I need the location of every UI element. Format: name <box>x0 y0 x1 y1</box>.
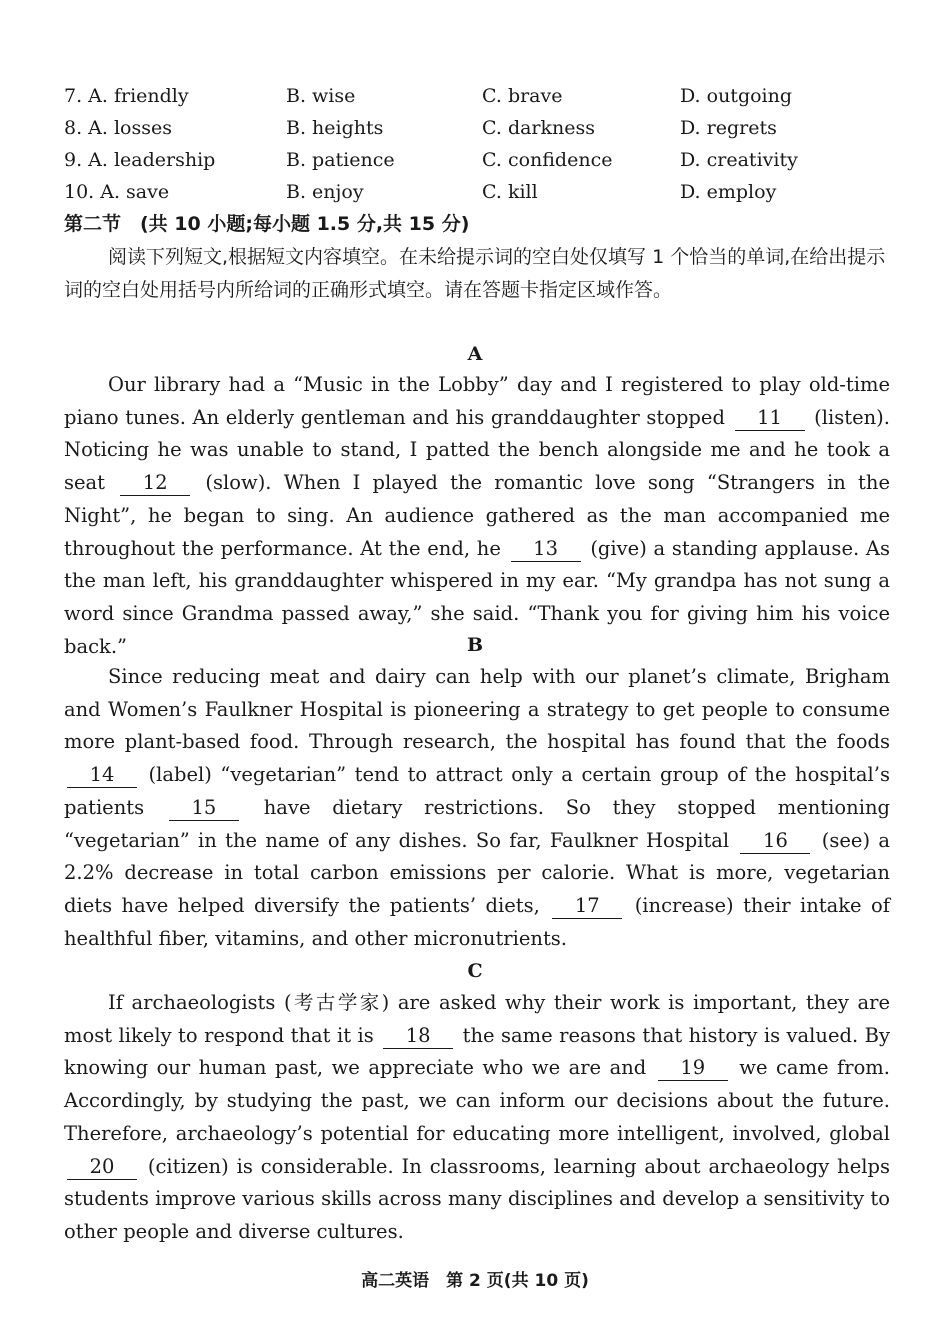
passage-b-text-1: Since reducing meat and dairy can help with our planet’s climate, Brigham and Women’s Faulkner Hospital is pioneering a strategy to get people to consume more plant-based food. Through research, the hospital has found that the foods <box>64 665 890 754</box>
passage-b-text-2: (label) “vegetarian” tend to attract only a certain group of the hospital’s patients <box>64 763 890 819</box>
option-7b: B. wise <box>286 85 356 107</box>
option-7c: C. brave <box>482 85 563 107</box>
passage-c-text-1: If archaeologists (考古学家) are asked why their work is important, they are most likely to respond that it is <box>64 991 890 1047</box>
passage-b-label: B <box>466 634 484 656</box>
passage-a-text-4: (give) a standing applause. As the man left, his granddaughter whispered in my ear. “My grandpa has not sung a word since Grandma passed away,” she said. “Thank you for giving him his voice back.” <box>64 536 890 658</box>
passage-b-text-4: (see) a 2.2% decrease in total carbon emissions per calorie. What is more, vegetarian diets have helped diversify the patients’ diets, <box>64 828 890 917</box>
passage-b-text-5: (increase) their intake of healthful fiber, vitamins, and other micronutrients. <box>64 893 890 950</box>
passage-a-text-1: Our library had a “Music in the Lobby” day and I registered to play old-time piano tunes. An elderly gentleman and his granddaughter stopped <box>64 373 890 429</box>
blank-11[interactable]: 11 <box>735 406 805 431</box>
option-8c: C. darkness <box>482 117 596 139</box>
passage-c-text-3: we came from. Accordingly, by studying the past, we can inform our decisions about the future. Therefore, archaeology’s potential for educating more intelligent, involved, global <box>64 1056 891 1145</box>
passage-c <box>64 987 890 1249</box>
blank-19[interactable]: 19 <box>658 1056 728 1081</box>
passage-b-text-3: have dietary restrictions. So they stopped mentioning “vegetarian” in the name of any dishes. So far, Faulkner Hospital <box>64 795 890 852</box>
option-9d: D. creativity <box>680 149 798 171</box>
section-title: 第二节 (共 10 小题;每小题 1.5 分,共 15 分) <box>64 213 470 235</box>
page-footer: 高二英语 第 2 页(共 10 页) <box>361 1271 589 1291</box>
passage-a-label: A <box>467 343 483 365</box>
option-9b: B. patience <box>286 149 395 171</box>
option-7a: 7. A. friendly <box>64 85 189 107</box>
option-10c: C. kill <box>482 181 538 203</box>
option-10a: 10. A. save <box>64 181 170 203</box>
blank-20[interactable]: 20 <box>67 1155 137 1180</box>
blank-16[interactable]: 16 <box>740 829 810 854</box>
option-7d: D. outgoing <box>680 85 793 107</box>
blank-14[interactable]: 14 <box>67 763 137 788</box>
passage-c-label: C <box>467 960 483 982</box>
option-9a: 9. A. leadership <box>64 149 216 171</box>
section-instructions: 阅读下列短文,根据短文内容填空。在未给提示词的空白处仅填写 1 个恰当的单词,在给出提示词的空白处用括号内所给词的正确形式填空。请在答题卡指定区域作答。 <box>64 246 886 301</box>
option-10b: B. enjoy <box>286 181 364 203</box>
option-8b: B. heights <box>286 117 384 139</box>
option-row-8 <box>64 113 894 143</box>
blank-15[interactable]: 15 <box>169 796 239 821</box>
blank-13[interactable]: 13 <box>511 537 581 562</box>
option-row-10 <box>64 177 894 207</box>
option-row-9 <box>64 145 894 175</box>
passage-a <box>64 369 890 663</box>
option-8a: 8. A. losses <box>64 117 172 139</box>
option-8d: D. regrets <box>680 117 777 139</box>
option-10d: D. employ <box>680 181 777 203</box>
blank-18[interactable]: 18 <box>383 1024 453 1049</box>
passage-a-text-3: (slow). When I played the romantic love song “Strangers in the Night”, he began to sing. An audience gathered as the man accompanied me throughout the performance. At the end, he <box>64 471 890 560</box>
passage-a-text-2: (listen). Noticing he was unable to stand, I patted the bench alongside me and he took a seat <box>64 405 890 495</box>
blank-17[interactable]: 17 <box>552 894 622 919</box>
blank-12[interactable]: 12 <box>120 471 190 496</box>
passage-b <box>64 661 890 955</box>
passage-c-text-2: the same reasons that history is valued. By knowing our human past, we appreciate who we are and <box>64 1023 890 1080</box>
option-9c: C. confidence <box>482 149 613 171</box>
passage-c-text-4: (citizen) is considerable. In classrooms, learning about archaeology helps students improve various skills across many disciplines and develop a sensitivity to other people and diverse cultures. <box>64 1154 890 1243</box>
option-row-7 <box>64 81 894 111</box>
